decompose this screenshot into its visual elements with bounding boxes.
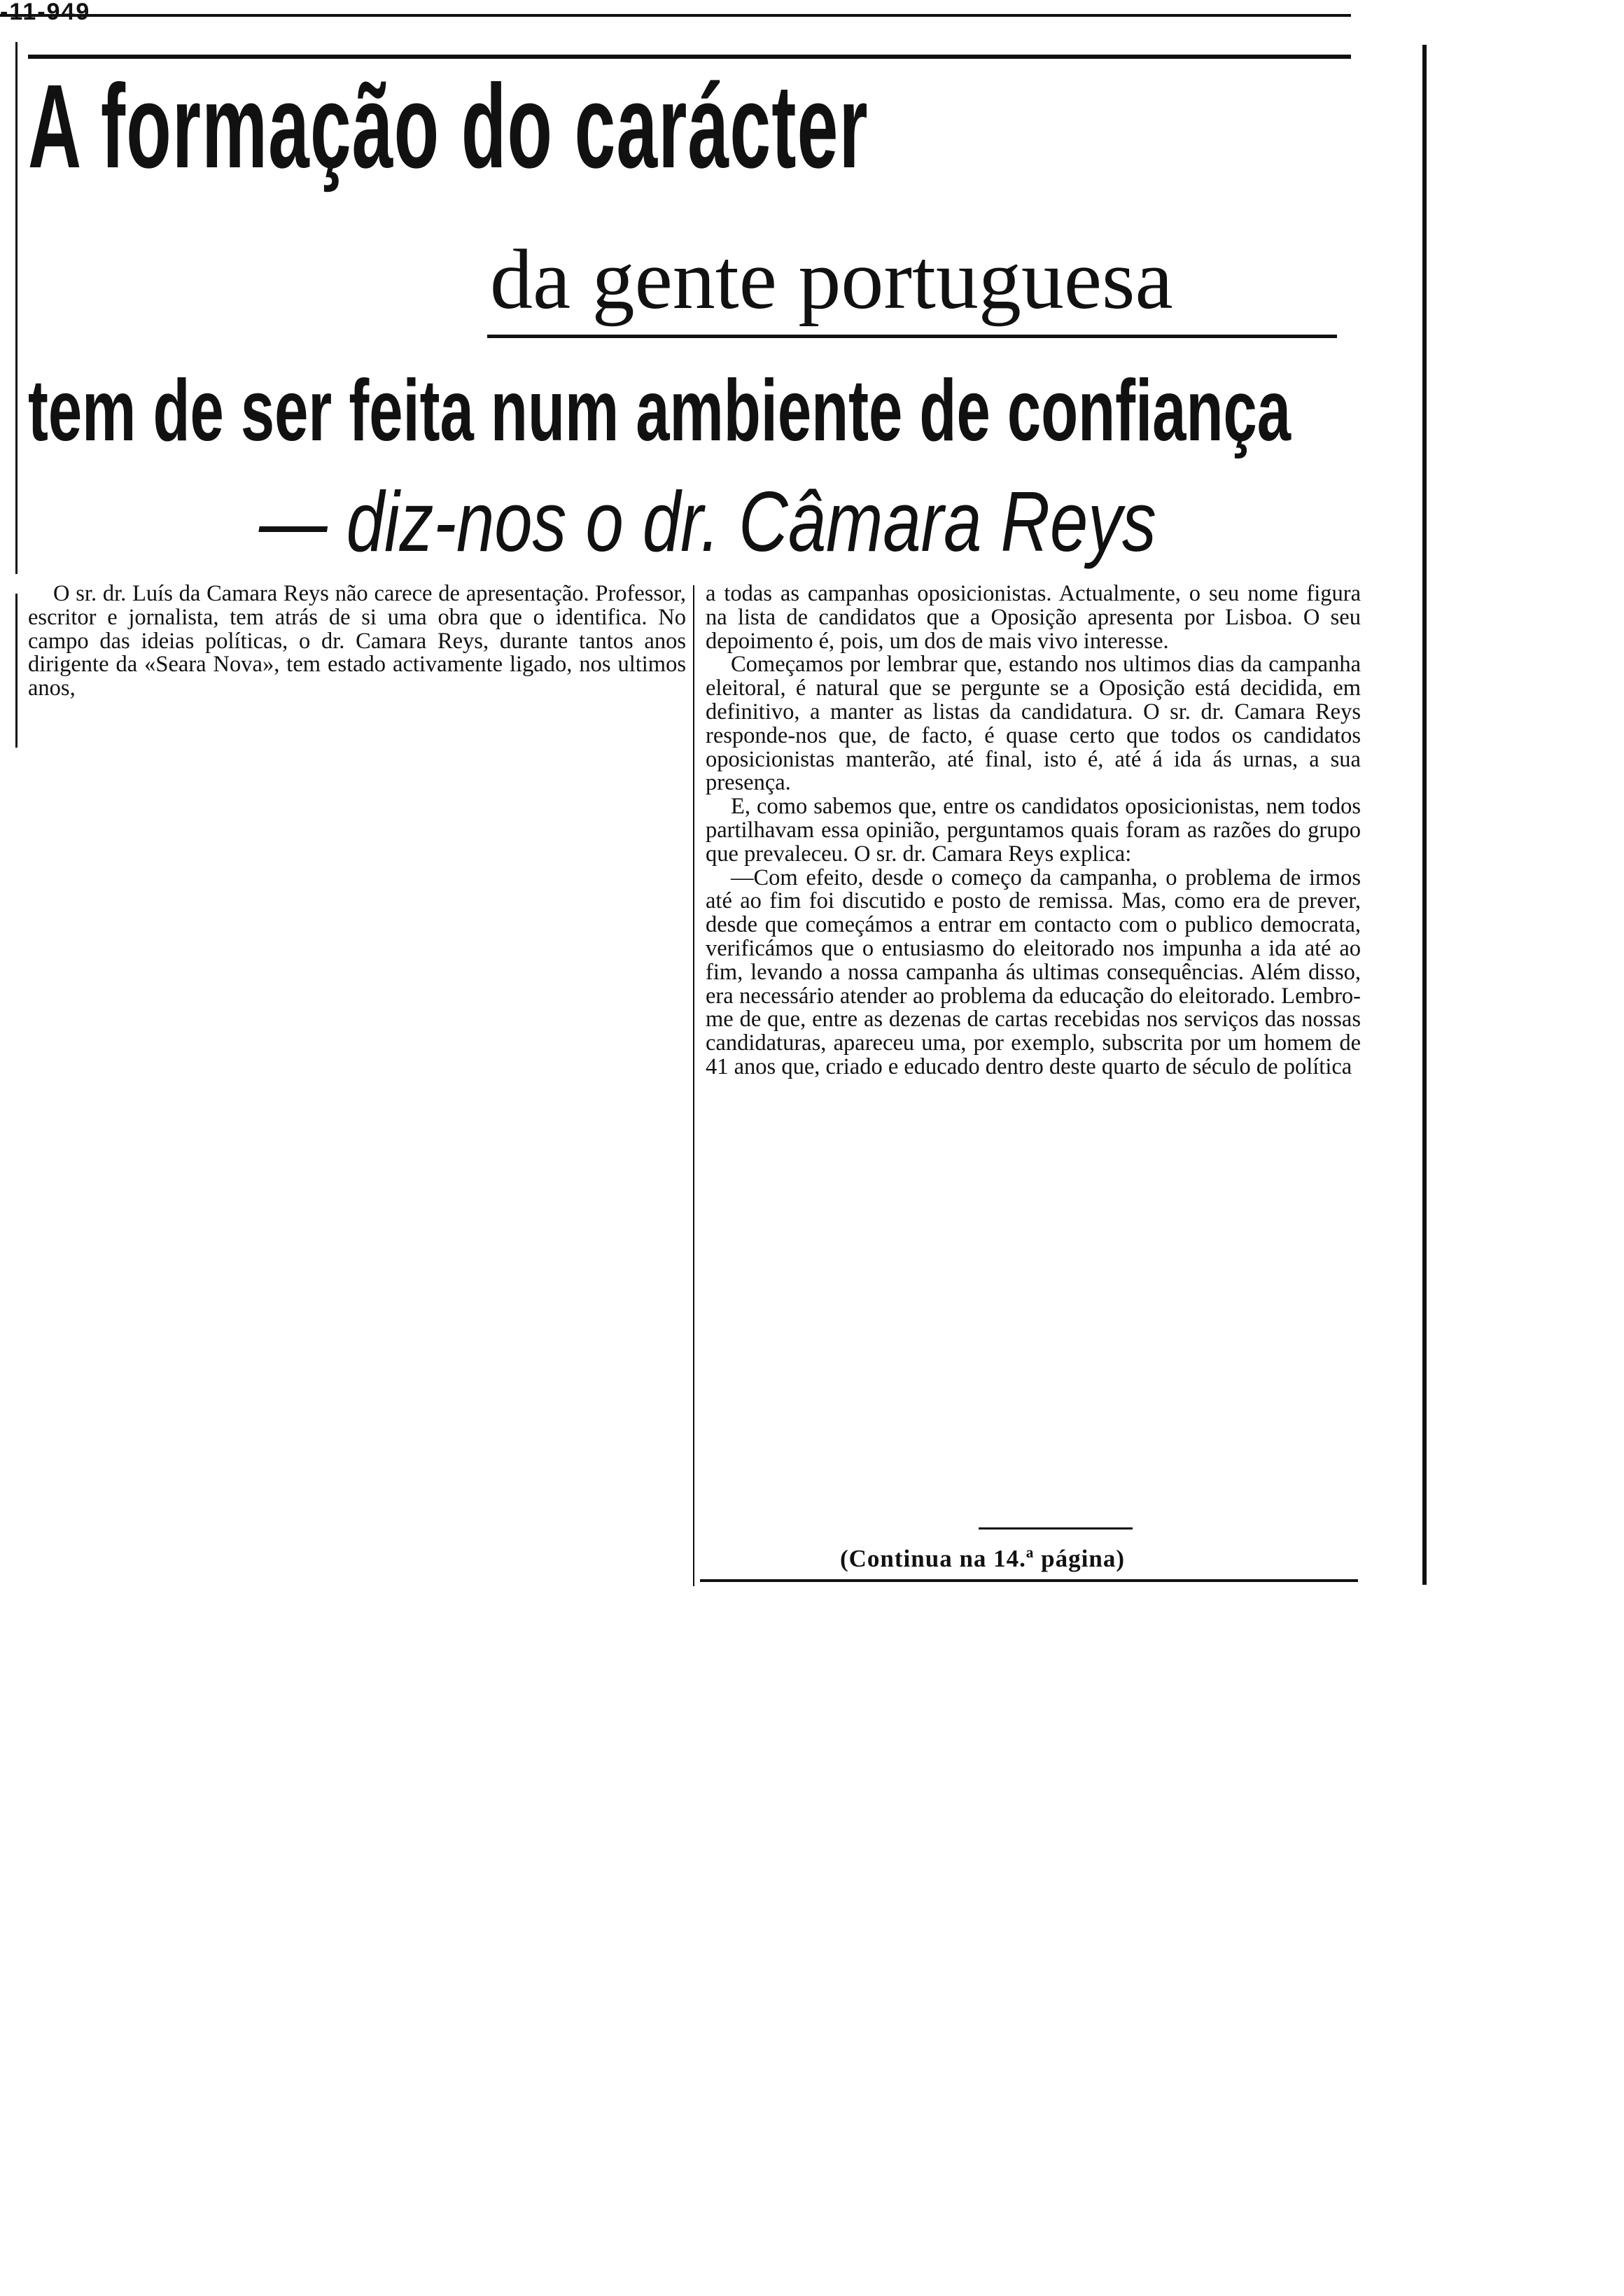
headline-line-4: — diz-nos o dr. Câmara Reys [259, 474, 1156, 569]
column-2-paragraph-2: Começamos por lembrar que, estando nos ultimos dias da campanha eleitoral, é natural que se pergunte se a Oposição está decidida, em definitivo, a manter as listas da candidatura. O sr. dr. Camara Reys responde-nos que, de facto, é quase certo que todos os candidatos oposicionistas manterão, até final, isto é, até á ida ás urnas, a sua presença. [706, 652, 1361, 796]
column-2-paragraph-4: —Com efeito, desde o começo da campanha, o problema de irmos até ao fim foi discutido e posto de remissa. Mas, como era de prever, desde que começámos a entrar em contacto com o publico democrata, verificámos que o entusiasmo do eleitorado nos impunha a ida até ao fim, levando a nossa campanha ás ultimas consequências. Além disso, era necessário atender ao problema da educação do eleitorado. Lembro-me de que, entre as dezenas de cartas recebidas nos serviços das nossas candidaturas, apareceu uma, por exemplo, subscrita por um homem de 41 anos que, criado e educado dentro deste quarto de século de política [706, 864, 1361, 1079]
top-edge-rule [0, 14, 1351, 17]
left-column-border-rule [15, 594, 18, 748]
top-fragment-text: -11-949 [0, 0, 91, 24]
right-border-rule [1422, 45, 1427, 1585]
article-column-1 [28, 582, 686, 701]
top-rule [28, 55, 1351, 59]
headline-line-3: tem de ser feita num ambiente de confiança [28, 363, 1292, 459]
left-border-rule [15, 42, 18, 574]
column-2-paragraph-1: a todas as campanhas oposicionistas. Actualmente, o seu nome figura na lista de candidatos que a Oposição apresenta por Lisboa. O seu depoimento é, pois, um dos de mais vivo interesse. [706, 581, 1361, 654]
column-1-paragraph-1: O sr. dr. Luís da Camara Reys não carece de apresentação. Professor, escritor e jornalista, tem atrás de si uma obra que o identifica. No campo das ideias políticas, o dr. Camara Reys, durante tantos anos dirigente da «Seara Nova», tem estado activamente ligado, nos ultimos anos, [28, 581, 686, 701]
bottom-rule [700, 1579, 1358, 1582]
article-column-2 [706, 582, 1361, 1079]
column-divider-rule [693, 585, 694, 1586]
continuation-note: (Continua na 14.ª página) [840, 1545, 1125, 1572]
headline-line-2: da gente portuguesa [490, 232, 1173, 327]
column-2-paragraph-3: E, como sabemos que, entre os candidatos oposicionistas, nem todos partilhavam essa opinião, perguntamos quais foram as razões do grupo que prevaleceu. O sr. dr. Camara Reys explica: [706, 794, 1361, 867]
headline-line-1: A formação do carácter [28, 60, 869, 193]
headline-underline [487, 335, 1337, 338]
continuation-short-rule [979, 1527, 1133, 1530]
